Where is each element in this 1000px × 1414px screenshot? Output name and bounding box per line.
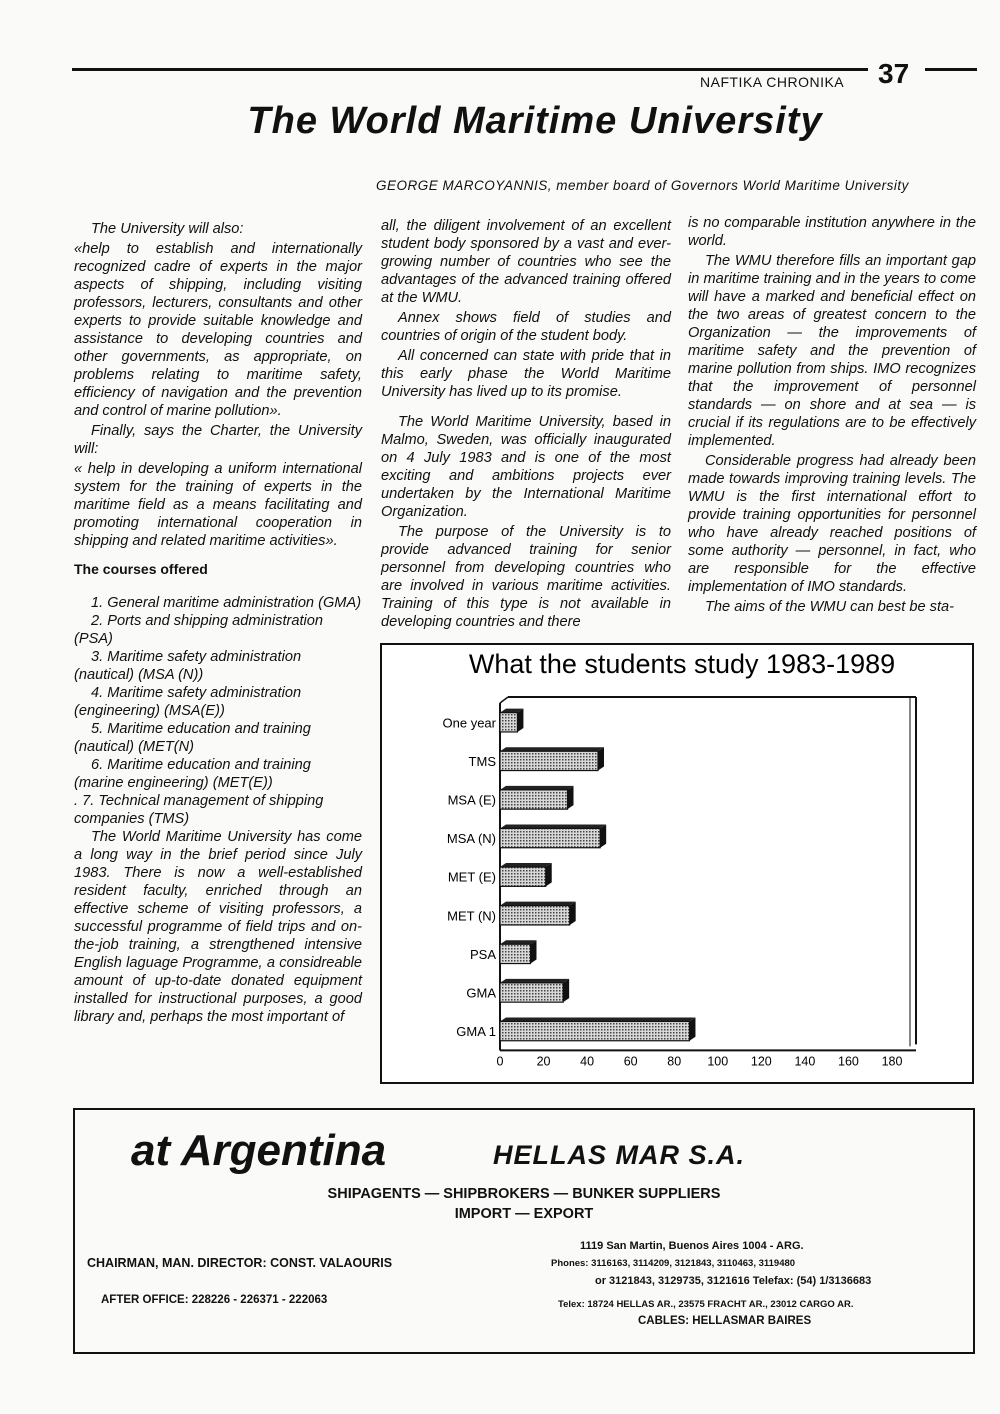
- chart-tick-label: 40: [580, 1054, 595, 1069]
- chart-title: What the students study 1983-1989: [468, 649, 896, 679]
- article-column-3: [688, 214, 976, 618]
- chart-bar-side: [598, 747, 604, 770]
- ad-chairman: CHAIRMAN, MAN. DIRECTOR: CONST. VALAOURIS: [87, 1256, 393, 1270]
- publication-name: NAFTIKA CHRONIKA: [700, 74, 845, 90]
- list-item: 4. Maritime safety administration (engineering) (MSA(E)): [74, 685, 302, 719]
- chart-tick-label: 180: [881, 1054, 903, 1069]
- header-rule-right: [925, 68, 977, 71]
- paragraph: Annex shows field of studies and countries of origin of the student body.: [381, 310, 671, 344]
- chart-bar: [500, 751, 598, 770]
- list-item: 6. Maritime education and training (marine engineering) (MET(E)): [74, 757, 311, 791]
- chart-category-label: GMA: [466, 985, 496, 1001]
- chart-bar: [500, 790, 568, 809]
- paragraph: « help in developing a uniform international system for the training of experts in the maritime field as a means facilitating and promoting international cooperation in shipping and related maritime activities».: [74, 461, 362, 549]
- ad-after-office: AFTER OFFICE: 228226 - 226371 - 222063: [101, 1294, 328, 1306]
- paragraph: is no comparable institution anywhere in the world.: [688, 215, 976, 249]
- chart-bar-side: [689, 1017, 695, 1040]
- chart-bar: [500, 828, 600, 847]
- page-number: 37: [878, 58, 910, 89]
- paragraph: The aims of the WMU can best be sta-: [705, 599, 954, 615]
- list-item: . 7. Technical management of shipping companies (TMS): [74, 793, 324, 827]
- paragraph: Finally, says the Charter, the University will:: [74, 423, 362, 457]
- header-rule-left: [72, 68, 868, 71]
- chart-tick-label: 0: [496, 1054, 504, 1069]
- study-chart-box: [380, 643, 974, 1084]
- paragraph: Considerable progress had already been made towards improving training levels. The WMU is the first international effort to provide training opportunities for personnel who have already reached positions of some authority — personnel, in fact, who are responsible for the effective implementation of IMO standards.: [688, 453, 976, 595]
- list-item: 2. Ports and shipping administration (PSA): [74, 613, 324, 647]
- paragraph: All concerned can state with pride that in this early phase the World Maritime University has lived up to its promise.: [381, 348, 671, 400]
- chart-tick-label: 120: [750, 1054, 772, 1069]
- chart-category-label: TMS: [468, 753, 496, 769]
- ad-headline: at Argentina: [131, 1126, 387, 1175]
- paragraph: The WMU therefore fills an important gap in maritime training and in the years to come will have a marked and beneficial effect on the two areas of greatest concern to the Organization — the improvements of maritime safety and the prevention of marine pollution from ships. IMO recognizes that the improvement of personnel standards — on shore and at sea — is crucial if its regulations are to be effectively implemented.: [688, 253, 976, 449]
- paragraph: The World Maritime University, based in Malmo, Sweden, was officially inaugurated on 4 July 1983 and is one of the most exciting and ambitions projects ever undertaken by the International Maritime Organization.: [381, 414, 671, 520]
- article-column-2: [381, 217, 671, 633]
- article-column-1: [74, 220, 362, 1028]
- ad-company-name: HELLAS MAR S.A.: [493, 1140, 746, 1170]
- chart-category-label: PSA: [469, 946, 496, 962]
- chart-tick-label: 80: [667, 1054, 682, 1069]
- ad-import-export: IMPORT — EXPORT: [454, 1206, 594, 1222]
- list-item: 1. General maritime administration (GMA): [91, 595, 362, 611]
- study-bar-chart: [382, 645, 972, 1082]
- chart-bar: [500, 713, 517, 732]
- chart-category-label: GMA 1: [456, 1024, 496, 1040]
- paragraph: «help to establish and internationally recognized cadre of experts in the major aspects of shipping, including visiting professors, lecturers, consultants and other experts to provide suitable knowledge and assistance to developing countries and other governments, as appropriate, on problems relating to maritime safety, efficiency of navigation and the prevention and control of marine pollution».: [74, 241, 362, 419]
- chart-bar-side: [517, 709, 523, 732]
- paragraph: The purpose of the University is to provide advanced training for senior personnel from developing countries who are involved in various maritime activities. Training of this type is not available in developing countries and there: [381, 524, 671, 630]
- chart-bar-side: [546, 863, 552, 886]
- paragraph: all, the diligent involvement of an excellent student body sponsored by a vast and ever-growing number of countries who see the advantages of the advanced training offered at the WMU.: [381, 218, 671, 306]
- chart-bar: [500, 983, 563, 1002]
- chart-bar-side: [600, 824, 606, 847]
- article-byline: GEORGE MARCOYANNIS, member board of Governors World Maritime University: [376, 178, 909, 193]
- chart-category-label: MSA (N): [446, 831, 496, 847]
- chart-bar: [500, 867, 546, 886]
- chart-tick-label: 60: [623, 1054, 638, 1069]
- chart-bar: [500, 1021, 689, 1040]
- ad-phones-2: or 3121843, 3129735, 3121616 Telefax: (54) 1/3136683: [595, 1275, 872, 1287]
- chart-category-label: One year: [442, 715, 496, 731]
- paragraph: The University will also:: [91, 221, 244, 237]
- ad-services: SHIPAGENTS — SHIPBROKERS — BUNKER SUPPLIERS: [327, 1186, 721, 1202]
- list-item: 3. Maritime safety administration (nautical) (MSA (N)): [74, 649, 302, 683]
- ad-telex: Telex: 18724 HELLAS AR., 23575 FRACHT AR., 23012 CARGO AR.: [558, 1299, 854, 1310]
- chart-tick-label: 140: [794, 1054, 816, 1069]
- ad-cables: CABLES: HELLASMAR BAIRES: [638, 1315, 812, 1327]
- chart-bar-side: [568, 786, 574, 809]
- chart-category-label: MET (N): [447, 908, 496, 924]
- chart-tick-label: 160: [838, 1054, 859, 1069]
- paragraph: The World Maritime University has come a long way in the brief period since July 1983. There is now a well-established resident faculty, enriched through an effective scheme of visiting professors, a successful programme of field trips and on-the-job training, a strengthened intensive English laguage Programme, a considreable amount of up-to-date donated equipment installed for instructional purposes, a good library and, perhaps the most important of: [74, 829, 362, 1025]
- list-item: 5. Maritime education and training (nautical) (MET(N): [74, 721, 311, 755]
- chart-bar: [500, 906, 570, 925]
- courses-heading: The courses offered: [74, 561, 208, 577]
- chart-tick-label: 20: [536, 1054, 551, 1069]
- chart-tick-label: 100: [707, 1054, 729, 1069]
- chart-corner: [500, 697, 508, 703]
- advertisement-box: [73, 1108, 975, 1354]
- chart-category-label: MET (E): [447, 869, 496, 885]
- chart-category-label: MSA (E): [447, 792, 496, 808]
- chart-bar-side: [563, 979, 569, 1002]
- article-title: The World Maritime University: [247, 100, 823, 142]
- ad-phones-1: Phones: 3116163, 3114209, 3121843, 3110463, 3119480: [551, 1258, 796, 1269]
- courses-list: [74, 594, 362, 828]
- ad-address: 1119 San Martin, Buenos Aires 1004 - ARG.: [580, 1240, 804, 1252]
- chart-bar: [500, 944, 530, 963]
- chart-bar-side: [530, 940, 536, 963]
- chart-bar-side: [570, 902, 576, 925]
